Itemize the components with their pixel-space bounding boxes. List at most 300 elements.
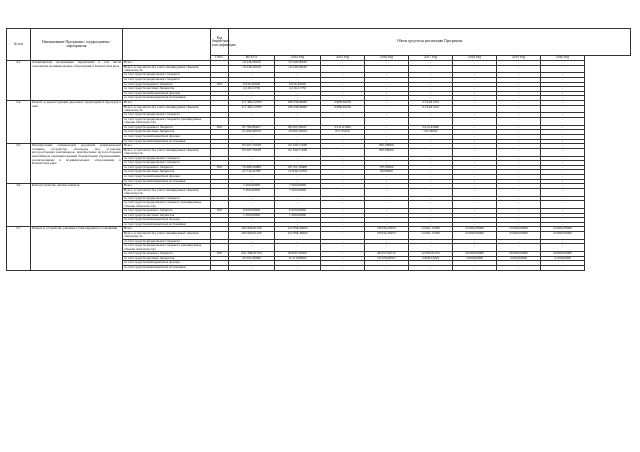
value-year: -	[497, 239, 541, 244]
value-year: -	[321, 96, 365, 101]
value-year: -	[497, 184, 541, 189]
funding-source: Всего, в том числе без учета планируемых объемов обязательств	[123, 188, 211, 196]
value-year: -	[365, 244, 409, 252]
value-year: -	[275, 134, 321, 139]
funding-source: за счет средств внебюджетных источников	[123, 179, 211, 184]
value-year: -	[541, 130, 585, 135]
value-year: 58 934,29072	[365, 231, 409, 239]
value-year: -	[365, 130, 409, 135]
value-year: -	[453, 196, 497, 201]
value-total: -	[229, 222, 275, 227]
value-year: -	[409, 87, 453, 92]
value-year: -	[321, 117, 365, 125]
value-year: -	[365, 179, 409, 184]
item-number: 3.6.	[7, 184, 31, 227]
value-year: -	[541, 87, 585, 92]
value-year: -	[409, 196, 453, 201]
value-year: 23 600,00000	[497, 231, 541, 239]
value-year: -	[541, 73, 585, 78]
value-year: -	[497, 96, 541, 101]
funding-source: за счет средств федерального бюджета (планируемые объемы обязательств)	[123, 244, 211, 252]
value-year: -	[365, 265, 409, 270]
value-total: 6 000,00000	[229, 208, 275, 213]
value-year: 108 258,86081	[275, 100, 321, 105]
funding-source: за счет средств внебюджетных источников	[123, 96, 211, 101]
value-year: 7 200,00000	[275, 188, 321, 196]
value-year: -	[453, 174, 497, 179]
funding-source: Всего	[123, 227, 211, 232]
value-total: -	[229, 196, 275, 201]
value-year: -	[275, 113, 321, 118]
value-year: -	[541, 244, 585, 252]
value-year: -	[453, 105, 497, 113]
value-total: 21 692,68376	[229, 130, 275, 135]
value-year: -	[409, 184, 453, 189]
value-year: -	[365, 184, 409, 189]
value-year: -	[409, 78, 453, 83]
value-year: -	[453, 179, 497, 184]
value-total: 6 030,36500	[229, 82, 275, 87]
value-year: -	[541, 139, 585, 144]
value-year: -	[365, 208, 409, 213]
value-year: -	[365, 161, 409, 166]
header-grbs: ГРБС	[211, 56, 229, 61]
value-year: 10 246,58230	[275, 65, 321, 73]
value-year: -	[321, 208, 365, 213]
funding-source: за счет средств краевого бюджета	[123, 125, 211, 130]
value-year: 20 000,00000	[453, 252, 497, 257]
value-year: 10 476,68357	[365, 256, 409, 261]
value-year: -	[321, 222, 365, 227]
value-year: -	[453, 87, 497, 92]
value-year: -	[453, 239, 497, 244]
value-year: 4 216,21730	[275, 87, 321, 92]
value-year: -	[453, 91, 497, 96]
grbs-code	[211, 188, 229, 196]
value-year: -	[365, 82, 409, 87]
value-year: -	[453, 125, 497, 130]
funding-source: за счет средств местных бюджетов	[123, 87, 211, 92]
grbs-code: 810	[211, 252, 229, 257]
grbs-code	[211, 65, 229, 73]
funding-source: за счет средств внебюджетных источников	[123, 222, 211, 227]
value-year: -	[321, 78, 365, 83]
value-total: -	[229, 78, 275, 83]
funding-source: за счет средств внебюджетных источников	[123, 139, 211, 144]
funding-source: за счет средств внебюджетных фондов	[123, 261, 211, 266]
item-number: 3.3.	[7, 61, 31, 101]
value-year: -	[497, 134, 541, 139]
value-total: -	[229, 201, 275, 209]
value-total: 264 990,91100	[229, 227, 275, 232]
value-year: -	[365, 117, 409, 125]
value-year: -	[409, 174, 453, 179]
value-year: -	[321, 244, 365, 252]
funding-source: за счет средств федерального бюджета	[123, 73, 211, 78]
value-year: 12 093,61472	[409, 252, 453, 257]
value-year: -	[453, 170, 497, 175]
value-total: 10 246,58230	[229, 61, 275, 66]
value-year: -	[409, 96, 453, 101]
value-year: -	[409, 161, 453, 166]
funding-source: за счет средств федерального бюджета	[123, 161, 211, 166]
value-year: -	[541, 65, 585, 73]
value-year: -	[541, 134, 585, 139]
value-year: -	[365, 61, 409, 66]
value-year: -	[453, 184, 497, 189]
value-year: -	[541, 61, 585, 66]
header-source-blank	[123, 29, 211, 61]
value-year: 787,00000	[365, 165, 409, 170]
value-year: -	[541, 156, 585, 161]
value-year: -	[497, 61, 541, 66]
funding-source: за счет средств местных бюджетов	[123, 170, 211, 175]
grbs-code: 810	[211, 82, 229, 87]
value-year: -	[497, 174, 541, 179]
header-year-2014: 2014 год	[275, 56, 321, 61]
value-total: 7 200,00000	[229, 188, 275, 196]
value-year: -	[409, 134, 453, 139]
value-year: -	[321, 113, 365, 118]
value-year: 6 000,00000	[275, 208, 321, 213]
header-funds-title: Объем средств на реализацию Программы	[229, 29, 631, 56]
value-year: 3 612,42960	[409, 125, 453, 130]
value-total: -	[229, 139, 275, 144]
value-total: 95 789,86407	[229, 125, 275, 130]
funding-source: за счет средств внебюджетных фондов	[123, 174, 211, 179]
value-year: 3 600,00000	[453, 256, 497, 261]
value-total: 93 207,79168	[229, 148, 275, 156]
value-year: 92 340,71168	[275, 144, 321, 149]
header-number: № п/п	[7, 29, 31, 61]
value-year: -	[541, 184, 585, 189]
value-year: -	[409, 239, 453, 244]
value-year: 7 200,00000	[275, 184, 321, 189]
value-total: -	[229, 91, 275, 96]
grbs-code	[211, 105, 229, 113]
funding-source: Всего, в том числе без учета планируемых объемов обязательств	[123, 65, 211, 73]
value-year: -	[497, 73, 541, 78]
value-total: -	[229, 179, 275, 184]
value-year: -	[453, 156, 497, 161]
funding-source: за счет средств внебюджетных фондов	[123, 218, 211, 223]
value-year: -	[275, 261, 321, 266]
grbs-code: 810	[211, 208, 229, 213]
value-year: -	[453, 218, 497, 223]
header-program-name: Наименование Программы / подпрограммы / мероприятия	[31, 29, 123, 61]
grbs-code	[211, 148, 229, 156]
value-year: -	[321, 161, 365, 166]
value-year: 23 600,00000	[497, 227, 541, 232]
value-year: 20 800,00000	[541, 252, 585, 257]
value-year: -	[321, 73, 365, 78]
header-year-2018: 2018 год	[453, 56, 497, 61]
value-year: -	[275, 174, 321, 179]
value-year: -	[541, 188, 585, 196]
value-year: -	[409, 208, 453, 213]
value-year: 3 911,01000	[321, 125, 365, 130]
value-year: -	[453, 65, 497, 73]
value-year: 2 898,52294	[409, 256, 453, 261]
table-body	[7, 61, 631, 271]
value-year: -	[541, 100, 585, 105]
value-year: -	[409, 244, 453, 252]
value-total: 10 246,58230	[229, 65, 275, 73]
value-year: -	[365, 201, 409, 209]
value-year: -	[497, 82, 541, 87]
value-total: -	[229, 156, 275, 161]
value-year: -	[409, 61, 453, 66]
value-year: -	[453, 117, 497, 125]
value-year: -	[497, 78, 541, 83]
value-year: -	[541, 78, 585, 83]
value-year: -	[275, 201, 321, 209]
value-year: 14 991,13766	[409, 227, 453, 232]
value-year: -	[453, 201, 497, 209]
value-year: -	[409, 188, 453, 196]
value-year: -	[541, 208, 585, 213]
value-year: -	[321, 196, 365, 201]
value-year: 4 100,00000	[541, 256, 585, 261]
value-total: 4 216,21730	[229, 87, 275, 92]
value-year: -	[321, 144, 365, 149]
grbs-code	[211, 265, 229, 270]
funding-source: Всего	[123, 61, 211, 66]
item-number: 3.7.	[7, 227, 31, 270]
value-year: 867,08000	[365, 148, 409, 156]
value-year: -	[321, 156, 365, 161]
value-year: 58 934,29072	[365, 227, 409, 232]
value-year: -	[497, 105, 541, 113]
value-year: 3 600,00000	[497, 256, 541, 261]
value-year: -	[275, 117, 321, 125]
value-year: -	[275, 96, 321, 101]
value-year: -	[321, 184, 365, 189]
value-year: -	[453, 144, 497, 149]
value-year: -	[541, 196, 585, 201]
value-year: -	[541, 201, 585, 209]
value-year: -	[275, 244, 321, 252]
value-year: -	[541, 170, 585, 175]
value-year: -	[409, 91, 453, 96]
value-year: -	[453, 208, 497, 213]
funding-source: за счет средств федерального бюджета (планируемые объемы обязательств)	[123, 201, 211, 209]
item-title: Ремонт и устройство уличных сетей наружного освещения	[31, 227, 123, 270]
value-year: -	[365, 222, 409, 227]
value-year: 48 457,60712	[365, 252, 409, 257]
funding-source: за счет средств местных бюджетов	[123, 130, 211, 135]
value-year: -	[365, 78, 409, 83]
value-year: -	[365, 105, 409, 113]
value-year: -	[275, 91, 321, 96]
funding-source: за счет средств федерального бюджета	[123, 113, 211, 118]
value-year: -	[497, 87, 541, 92]
header-year-2015: 2015 год	[321, 56, 365, 61]
value-year: -	[409, 144, 453, 149]
value-year: -	[321, 148, 365, 156]
value-year: -	[541, 105, 585, 113]
value-year: -	[453, 261, 497, 266]
value-year: -	[321, 139, 365, 144]
value-total: -	[229, 134, 275, 139]
value-year: -	[497, 201, 541, 209]
value-year: -	[365, 261, 409, 266]
value-year: -	[453, 78, 497, 83]
value-year: 11 010,89062	[275, 256, 321, 261]
value-year: 110 858,48262	[275, 231, 321, 239]
funding-source: за счет средств местных бюджетов	[123, 213, 211, 218]
value-year: -	[365, 156, 409, 161]
value-year: -	[321, 261, 365, 266]
value-total: -	[229, 73, 275, 78]
value-year: -	[453, 165, 497, 170]
value-year: 108 258,86081	[275, 105, 321, 113]
funding-source: Всего, в том числе без учета планируемых объемов обязательств	[123, 105, 211, 113]
value-year: -	[275, 218, 321, 223]
value-year: -	[453, 130, 497, 135]
value-year: -	[321, 179, 365, 184]
value-year: -	[453, 73, 497, 78]
value-year: -	[541, 91, 585, 96]
value-year: 4 334,81552	[409, 105, 453, 113]
value-year: -	[497, 156, 541, 161]
value-total: 93 207,79168	[229, 144, 275, 149]
value-total: -	[229, 113, 275, 118]
value-year: -	[453, 134, 497, 139]
value-year: -	[409, 179, 453, 184]
value-year: -	[541, 261, 585, 266]
value-year: -	[321, 170, 365, 175]
value-year: -	[275, 156, 321, 161]
value-year: -	[409, 65, 453, 73]
item-number: 3.4.	[7, 100, 31, 143]
value-year: 4 988,36250	[321, 100, 365, 105]
value-year: -	[453, 265, 497, 270]
value-year: -	[541, 174, 585, 179]
table-header-row	[7, 29, 631, 56]
value-year: -	[275, 139, 321, 144]
funding-source: за счет средств местных бюджетов	[123, 256, 211, 261]
value-year: 69 701,56688	[275, 165, 321, 170]
value-year: -	[365, 139, 409, 144]
value-year: -	[365, 65, 409, 73]
funding-source: за счет средств краевого бюджета	[123, 208, 211, 213]
value-year: -	[497, 170, 541, 175]
value-year: -	[275, 265, 321, 270]
value-year: -	[541, 239, 585, 244]
value-total: -	[229, 239, 275, 244]
value-year: -	[275, 73, 321, 78]
value-year: -	[453, 100, 497, 105]
value-year: -	[497, 113, 541, 118]
funding-source: за счет средств внебюджетных источников	[123, 265, 211, 270]
value-year: -	[497, 265, 541, 270]
funding-source: за счет средств федерального бюджета	[123, 196, 211, 201]
value-total: -	[229, 244, 275, 252]
value-year: -	[497, 144, 541, 149]
value-year: -	[497, 261, 541, 266]
value-year: -	[321, 239, 365, 244]
value-year: -	[365, 213, 409, 218]
value-year: -	[541, 265, 585, 270]
value-year: -	[365, 87, 409, 92]
value-year: -	[365, 91, 409, 96]
value-total: 70 488,56688	[229, 165, 275, 170]
value-year: -	[453, 222, 497, 227]
value-total: 117 482,54783	[229, 105, 275, 113]
value-year: -	[321, 134, 365, 139]
value-year: -	[275, 161, 321, 166]
value-year: -	[365, 174, 409, 179]
value-year: -	[497, 196, 541, 201]
value-year: 19 993,36634	[275, 130, 321, 135]
value-year: -	[365, 73, 409, 78]
funding-source: Всего, в том числе без учета планируемых объемов обязательств	[123, 148, 211, 156]
value-total: 43 591,99396	[229, 256, 275, 261]
value-year: -	[409, 165, 453, 170]
value-year: 92 340,71168	[275, 148, 321, 156]
value-year: -	[365, 196, 409, 201]
value-year: 4 334,81552	[409, 100, 453, 105]
value-year: 23 600,00000	[453, 227, 497, 232]
value-year: -	[497, 148, 541, 156]
funding-source: за счет средств федерального бюджета	[123, 239, 211, 244]
value-year: -	[497, 139, 541, 144]
value-year: -	[497, 188, 541, 196]
value-total: 221 398,91704	[229, 252, 275, 257]
value-year: -	[365, 100, 409, 105]
value-year: -	[321, 213, 365, 218]
item-number: 3.5.	[7, 144, 31, 184]
value-year: -	[453, 82, 497, 87]
funding-source: за счет средств федерального бюджета	[123, 156, 211, 161]
funding-source: за счет средств краевого бюджета	[123, 252, 211, 257]
funding-source: за счет средств внебюджетных фондов	[123, 91, 211, 96]
value-year: -	[365, 134, 409, 139]
value-total: -	[229, 96, 275, 101]
value-year: -	[497, 117, 541, 125]
value-year: -	[453, 244, 497, 252]
value-year: -	[409, 201, 453, 209]
value-year: 6 030,36500	[275, 82, 321, 87]
value-year: -	[541, 144, 585, 149]
value-year: 1 200,00000	[275, 213, 321, 218]
value-year: -	[497, 165, 541, 170]
value-year: -	[365, 96, 409, 101]
value-year: 14 991,13766	[409, 231, 453, 239]
header-total: ВСЕГО	[229, 56, 275, 61]
value-total: -	[229, 161, 275, 166]
value-year: 23 600,00000	[453, 231, 497, 239]
program-funding-table	[6, 28, 631, 271]
value-year: -	[497, 125, 541, 130]
value-year: -	[541, 222, 585, 227]
funding-source: Всего	[123, 184, 211, 189]
header-year-2017: 2017 год	[409, 56, 453, 61]
value-year: -	[497, 100, 541, 105]
value-year: -	[541, 148, 585, 156]
value-year: -	[453, 139, 497, 144]
value-year: -	[541, 96, 585, 101]
value-total: -	[229, 174, 275, 179]
value-year: -	[453, 113, 497, 118]
value-year: 80,08000	[365, 170, 409, 175]
value-year: -	[409, 148, 453, 156]
value-year: 867,08000	[365, 144, 409, 149]
funding-source: за счет средств федерального бюджета	[123, 78, 211, 83]
value-year: -	[453, 148, 497, 156]
value-year: -	[497, 222, 541, 227]
